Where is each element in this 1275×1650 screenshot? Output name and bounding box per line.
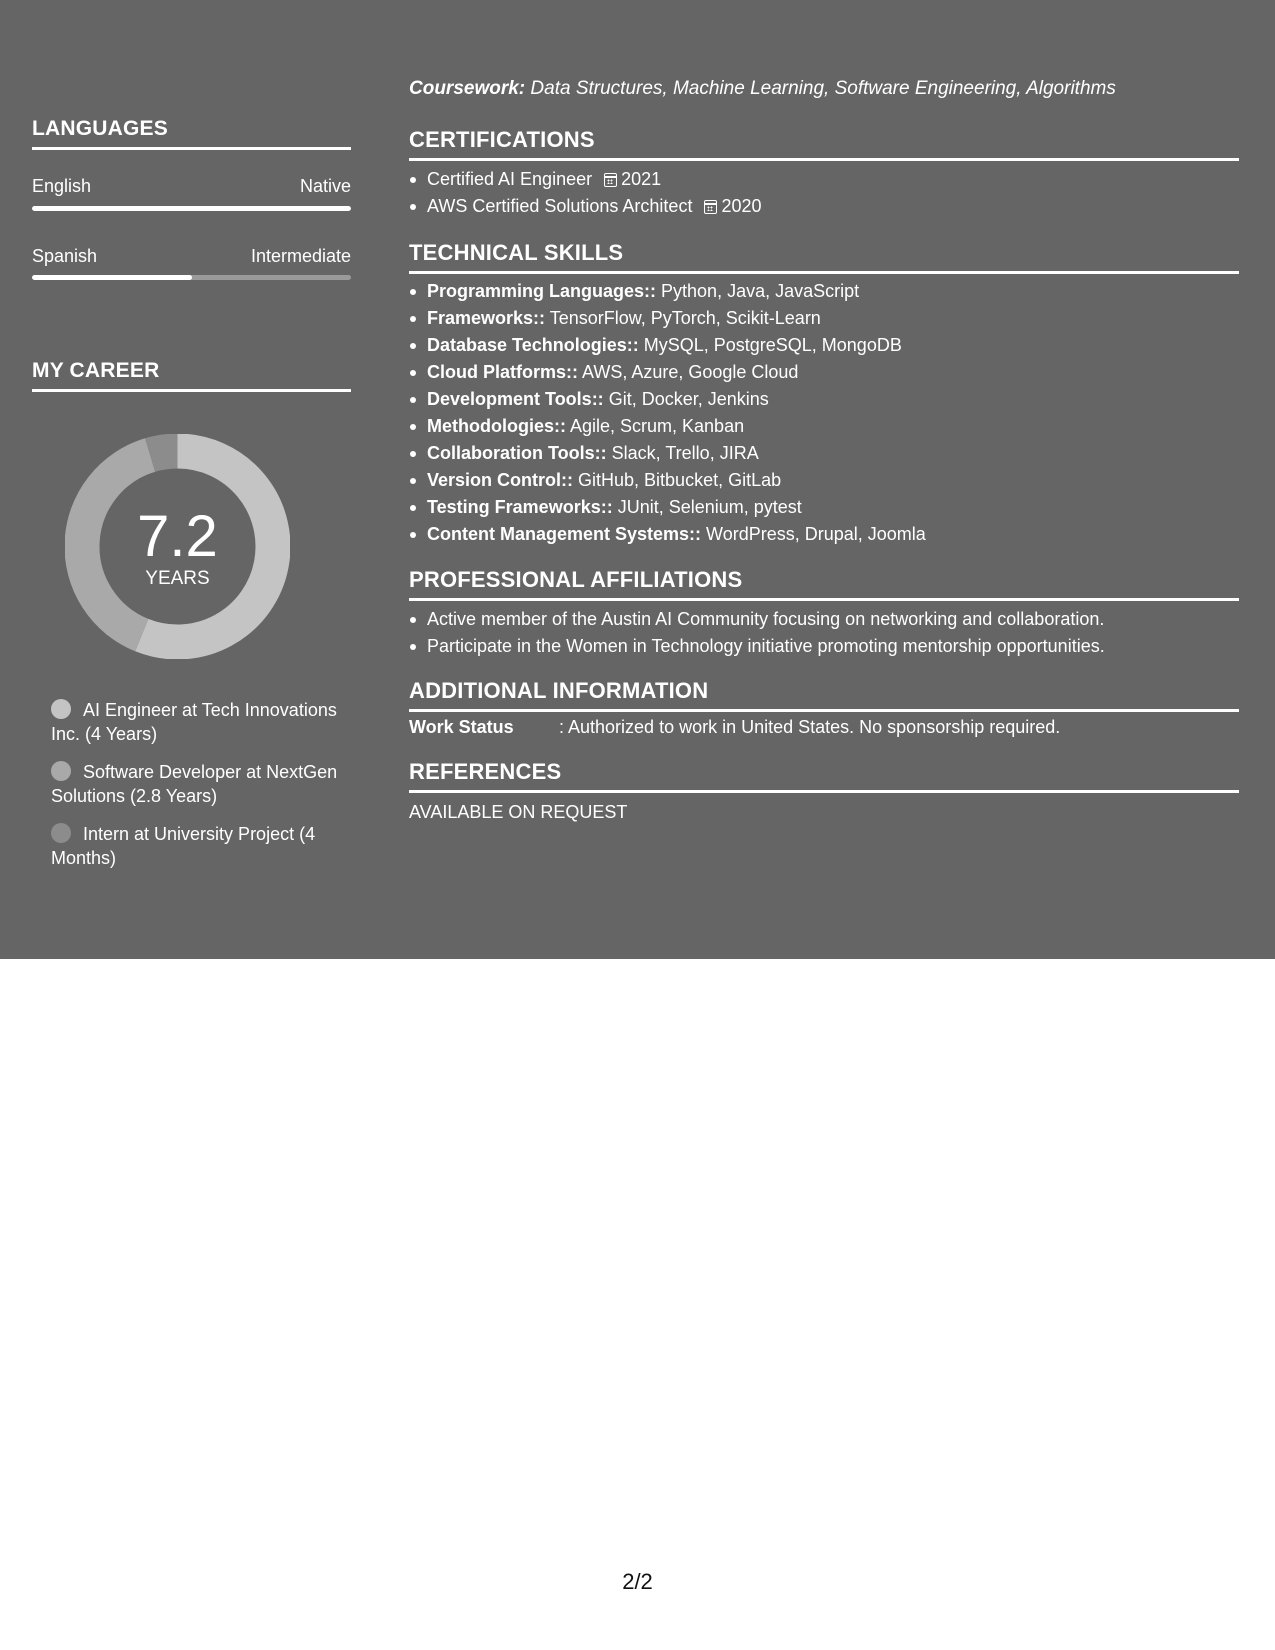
certification-item: [427, 193, 1257, 220]
technical-skills-heading: TECHNICAL SKILLS: [409, 240, 1239, 274]
certification-name: AWS Certified Solutions Architect: [427, 196, 693, 216]
page-number: 2/2: [622, 1569, 653, 1594]
legend-dot-icon: [51, 761, 71, 781]
certification-year: 2021: [621, 169, 662, 189]
career-legend-item: [51, 822, 341, 870]
career-donut-chart: [65, 434, 290, 659]
skill-values: Slack, Trello, JIRA: [606, 443, 759, 463]
work-status-value: : Authorized to work in United States. No sponsorship required.: [559, 717, 1061, 737]
skill-values: Python, Java, JavaScript: [656, 281, 860, 301]
affiliation-item: Active member of the Austin AI Community focusing on networking and collaboration.: [427, 606, 1257, 633]
skill-category: Development Tools::: [427, 389, 604, 409]
coursework-text: Data Structures, Machine Learning, Software Engineering, Algorithms: [525, 78, 1116, 99]
skill-category: Version Control::: [427, 470, 574, 490]
affiliations-heading: PROFESSIONAL AFFILIATIONS: [409, 567, 1239, 601]
affiliations-list: [409, 606, 1257, 660]
skill-values: AWS, Azure, Google Cloud: [578, 362, 799, 382]
coursework-label: Coursework:: [409, 78, 526, 99]
languages-heading: LANGUAGES: [32, 117, 351, 150]
skill-item: [427, 305, 1257, 332]
language-bar-fill: [32, 206, 351, 211]
language-level: Native: [299, 176, 351, 196]
language-name: Spanish: [32, 246, 98, 266]
skill-category: Collaboration Tools::: [427, 443, 607, 463]
certification-item: [427, 166, 1257, 193]
technical-skills-list: [409, 278, 1257, 548]
language-bar-fill: [32, 275, 192, 280]
career-legend-item: [51, 760, 341, 808]
certification-year: 2020: [721, 196, 762, 216]
legend-dot-icon: [51, 699, 71, 719]
calendar-icon: [704, 200, 717, 214]
skill-item: [427, 359, 1257, 386]
language-bar-english: [32, 206, 351, 211]
skill-values: GitHub, Bitbucket, GitLab: [573, 470, 782, 490]
skill-item: [427, 467, 1257, 494]
career-heading: MY CAREER: [32, 359, 351, 392]
additional-info-heading: ADDITIONAL INFORMATION: [409, 678, 1239, 712]
certification-name: Certified AI Engineer: [427, 169, 593, 189]
career-total-years: 7.2: [137, 503, 218, 569]
skill-item: [427, 521, 1257, 548]
career-legend-label: Software Developer at NextGen Solutions (2.8 Years): [51, 762, 338, 806]
language-bar-spanish: [32, 275, 351, 280]
skill-item: [427, 413, 1257, 440]
career-legend-label: Intern at University Project (4 Months): [51, 824, 316, 868]
skill-category: Programming Languages::: [427, 281, 657, 301]
skill-category: Methodologies::: [427, 416, 566, 436]
calendar-icon: [604, 173, 617, 187]
skill-values: Git, Docker, Jenkins: [603, 389, 769, 409]
references-text: AVAILABLE ON REQUEST: [409, 802, 628, 822]
skill-item: [427, 494, 1257, 521]
career-legend-item: [51, 698, 341, 746]
career-legend: [51, 698, 341, 884]
skill-item: [427, 386, 1257, 413]
skill-category: Testing Frameworks::: [427, 497, 613, 517]
skill-category: Content Management Systems::: [427, 524, 702, 544]
coursework-line: [409, 78, 1239, 100]
career-donut-center: [65, 434, 290, 659]
skill-item: [427, 440, 1257, 467]
work-status-row: [409, 717, 1239, 738]
certifications-heading: CERTIFICATIONS: [409, 127, 1239, 161]
certifications-list: [409, 166, 1257, 220]
references-heading: REFERENCES: [409, 759, 1239, 793]
language-row-spanish: [32, 246, 351, 267]
skill-values: WordPress, Drupal, Joomla: [701, 524, 926, 544]
skill-category: Database Technologies::: [427, 335, 639, 355]
affiliation-item: Participate in the Women in Technology initiative promoting mentorship opportunities.: [427, 633, 1257, 660]
skill-values: MySQL, PostgreSQL, MongoDB: [638, 335, 902, 355]
skill-values: Agile, Scrum, Kanban: [565, 416, 745, 436]
career-legend-label: AI Engineer at Tech Innovations Inc. (4 Years): [51, 700, 337, 744]
work-status-label: Work Status: [409, 717, 514, 737]
skill-item: [427, 332, 1257, 359]
skill-category: Cloud Platforms::: [427, 362, 578, 382]
language-row-english: [32, 176, 351, 197]
language-name: English: [32, 176, 92, 196]
career-total-unit: YEARS: [145, 567, 210, 589]
skill-values: JUnit, Selenium, pytest: [612, 497, 802, 517]
language-level: Intermediate: [250, 246, 351, 266]
skill-item: [427, 278, 1257, 305]
skill-category: Frameworks::: [427, 308, 546, 328]
legend-dot-icon: [51, 823, 71, 843]
skill-values: TensorFlow, PyTorch, Scikit-Learn: [545, 308, 821, 328]
